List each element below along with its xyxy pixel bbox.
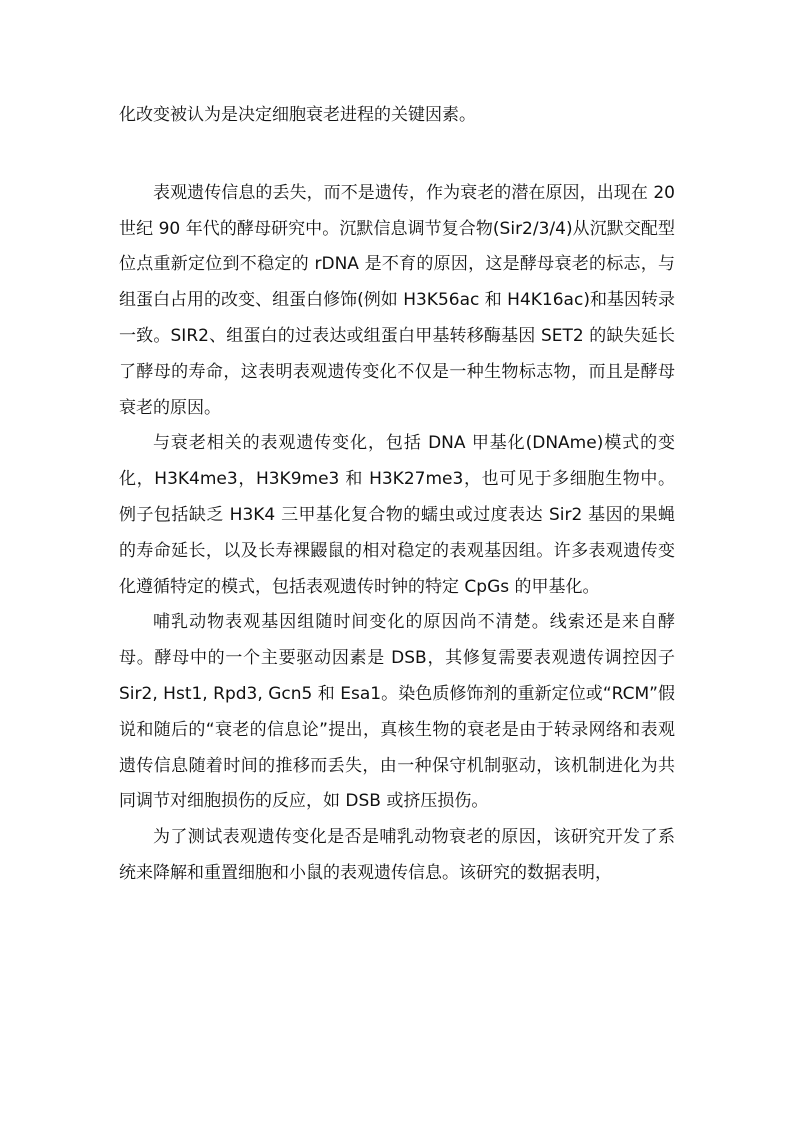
paragraph-spacer	[119, 134, 675, 176]
paragraph-mammalian-epigenome: 哺乳动物表观基因组随时间变化的原因尚不清楚。线索还是来自酵母。酵母中的一个主要驱动因素是 DSB，其修复需要表观遗传调控因子 Sir2, Hst1, Rpd3, Gcn5 和 Esa1。染色质修饰剂的重新定位或“RCM”假说和随后的“衰老的信息论”提出，真核生物的衰老是由于转录网络和表观遗传信息随着时间的推移而丢失，由一种保守机制驱动，该机制进化为共同调节对细胞损伤的反应，如 DSB 或挤压损伤。	[119, 612, 675, 812]
paragraph-epigenetic-loss-yeast: 表观遗传信息的丢失，而不是遗传，作为衰老的潜在原因，出现在 20 世纪 90 年代的酵母研究中。沉默信息调节复合物(Sir2/3/4)从沉默交配型位点重新定位到不稳定的 rDNA 是不育的原因，这是酵母衰老的标志，与组蛋白占用的改变、组蛋白修饰(例如 H3K56ac 和 H4K16ac)和基因转录一致。SIR2、组蛋白的过表达或组蛋白甲基转移酶基因 SET2 的缺失延长了酵母的寿命，这表明表观遗传变化不仅是一种生物标志物，而且是酵母衰老的原因。	[119, 182, 675, 418]
paragraph-continuation: 化改变被认为是决定细胞衰老进程的关键因素。	[119, 105, 476, 125]
document-body	[119, 98, 675, 892]
paragraph-multicellular-changes: 与衰老相关的表观遗传变化，包括 DNA 甲基化(DNAme)模式的变化，H3K4me3，H3K9me3 和 H3K27me3，也可见于多细胞生物中。例子包括缺乏 H3K4 三甲基化复合物的蠕虫或过度表达 Sir2 基因的果蝇的寿命延长，以及长寿裸鼹鼠的相对稳定的表观基因组。许多表观遗传变化遵循特定的模式，包括表观遗传时钟的特定 CpGs 的甲基化。	[119, 433, 675, 597]
paragraph-study-test: 为了测试表观遗传变化是否是哺乳动物衰老的原因，该研究开发了系统来降解和重置细胞和小鼠的表观遗传信息。该研究的数据表明，	[119, 827, 675, 883]
